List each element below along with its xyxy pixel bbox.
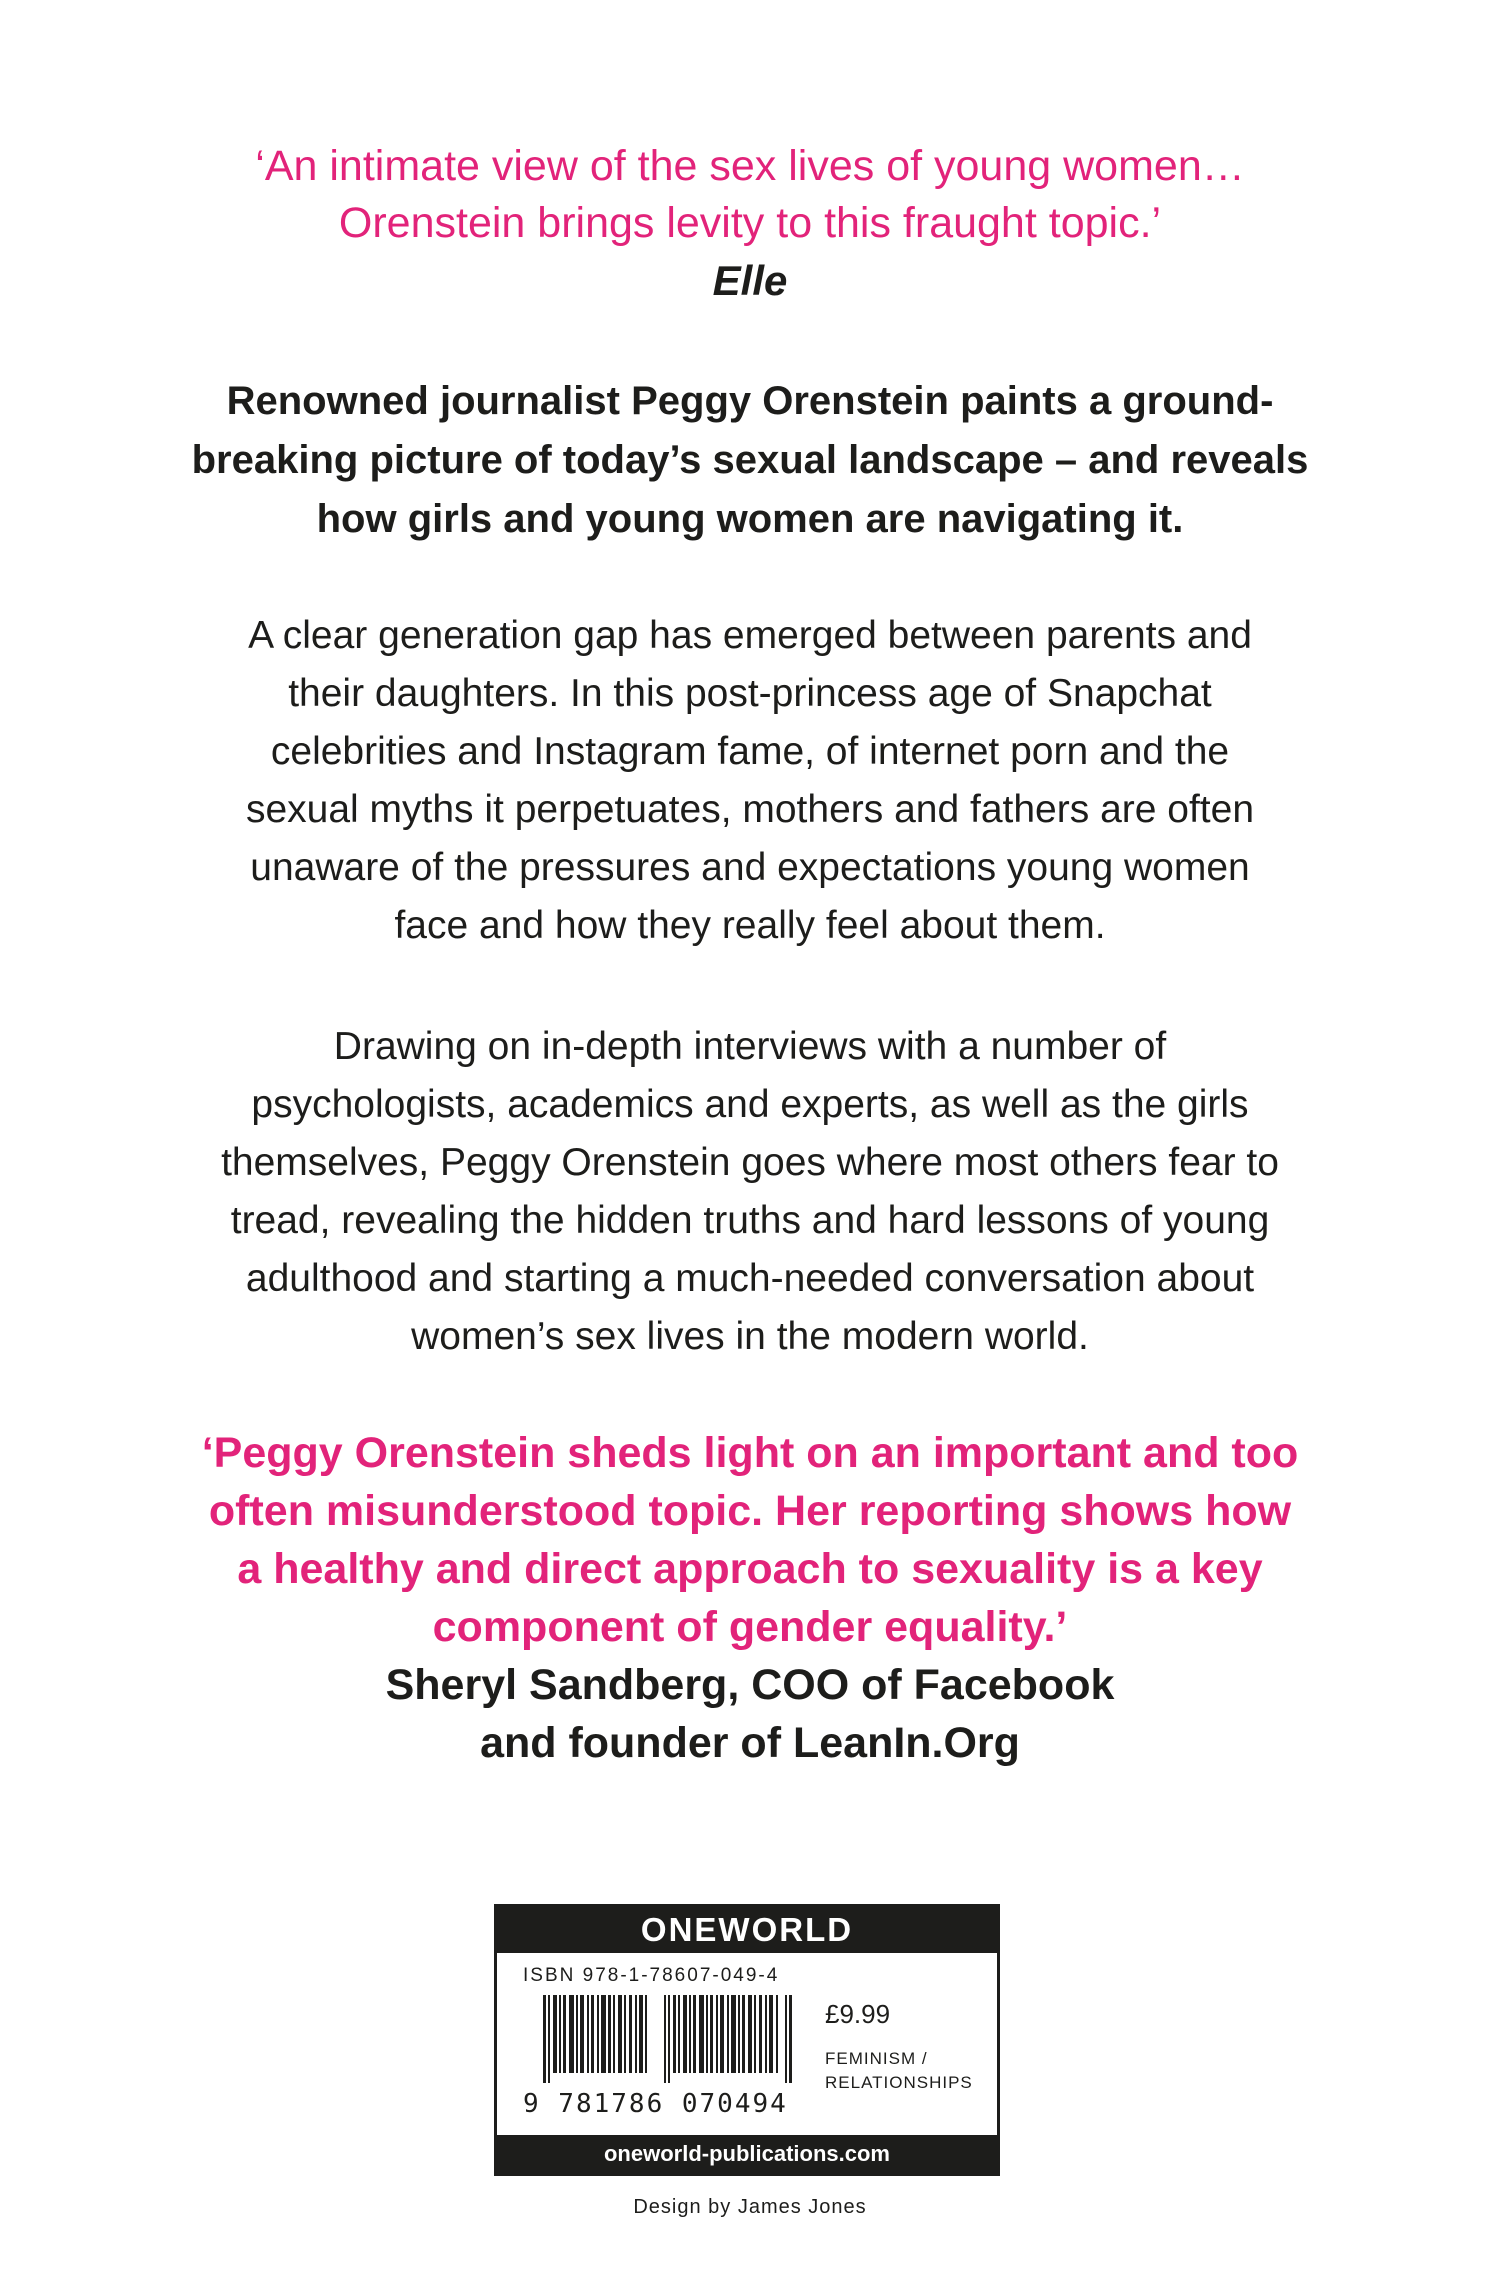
design-credit: Design by James Jones	[633, 2196, 867, 2218]
category-line: FEMINISM /	[825, 2049, 928, 2068]
blurb-intro	[0, 372, 1500, 549]
barcode-digits: 9 781786 070494	[523, 2089, 788, 2119]
intro-line: Renowned journalist Peggy Orenstein paints a ground-	[226, 379, 1274, 423]
paragraph-line: psychologists, academics and experts, as well as the girls	[251, 1083, 1249, 1126]
intro-line: breaking picture of today’s sexual landscape – and reveals	[191, 438, 1309, 482]
paragraph-line: sexual myths it perpetuates, mothers and fathers are often	[245, 788, 1255, 831]
paragraph-line: face and how they really feel about them.	[394, 904, 1106, 947]
paragraph-line: celebrities and Instagram fame, of internet porn and the	[270, 730, 1230, 773]
paragraph-line: tread, revealing the hidden truths and hard lessons of young	[230, 1199, 1270, 1242]
attribution-line-2: and founder of LeanIn.Org	[480, 1719, 1020, 1767]
category	[825, 2047, 973, 2095]
publisher-name: ONEWORLD	[497, 1907, 997, 1953]
blurb-paragraph-2	[0, 1018, 1500, 1366]
bottom-review-quote	[0, 1424, 1500, 1772]
isbn-number: ISBN 978-1-78607-049-4	[523, 1965, 780, 1986]
paragraph-line: A clear generation gap has emerged between parents and	[248, 614, 1252, 657]
top-review-quote	[0, 138, 1500, 309]
publisher-website: oneworld-publications.com	[497, 2135, 997, 2173]
paragraph-line: adulthood and starting a much-needed conversation about	[245, 1257, 1255, 1300]
paragraph-line: unaware of the pressures and expectations young women	[250, 846, 1250, 889]
quote-attribution	[0, 1656, 1500, 1714]
quote-line: ‘An intimate view of the sex lives of young women…	[255, 142, 1245, 190]
quote-line: often misunderstood topic. Her reporting shows how	[208, 1487, 1292, 1535]
barcode	[543, 1995, 793, 2083]
quote-line: a healthy and direct approach to sexuality is a key	[237, 1545, 1263, 1593]
attribution-name: Sheryl Sandberg	[385, 1661, 728, 1709]
paragraph-line: themselves, Peggy Orenstein goes where most others fear to	[221, 1141, 1279, 1184]
isbn-barcode-box	[494, 1904, 1000, 2176]
attribution-title: , COO of Facebook	[727, 1661, 1115, 1709]
paragraph-line: Drawing on in-depth interviews with a number of	[333, 1025, 1167, 1068]
quote-line: Orenstein brings levity to this fraught topic.’	[338, 199, 1162, 247]
quote-line: ‘Peggy Orenstein sheds light on an important and too	[201, 1429, 1299, 1477]
blurb-paragraph-1	[0, 607, 1500, 955]
quote-source: Elle	[712, 257, 788, 304]
price: £9.99	[825, 1999, 891, 2029]
paragraph-line: their daughters. In this post-princess age of Snapchat	[288, 672, 1212, 715]
category-line: RELATIONSHIPS	[825, 2073, 973, 2092]
paragraph-line: women’s sex lives in the modern world.	[411, 1315, 1089, 1358]
quote-line: component of gender equality.’	[432, 1603, 1068, 1651]
intro-line: how girls and young women are navigating it.	[316, 497, 1184, 541]
